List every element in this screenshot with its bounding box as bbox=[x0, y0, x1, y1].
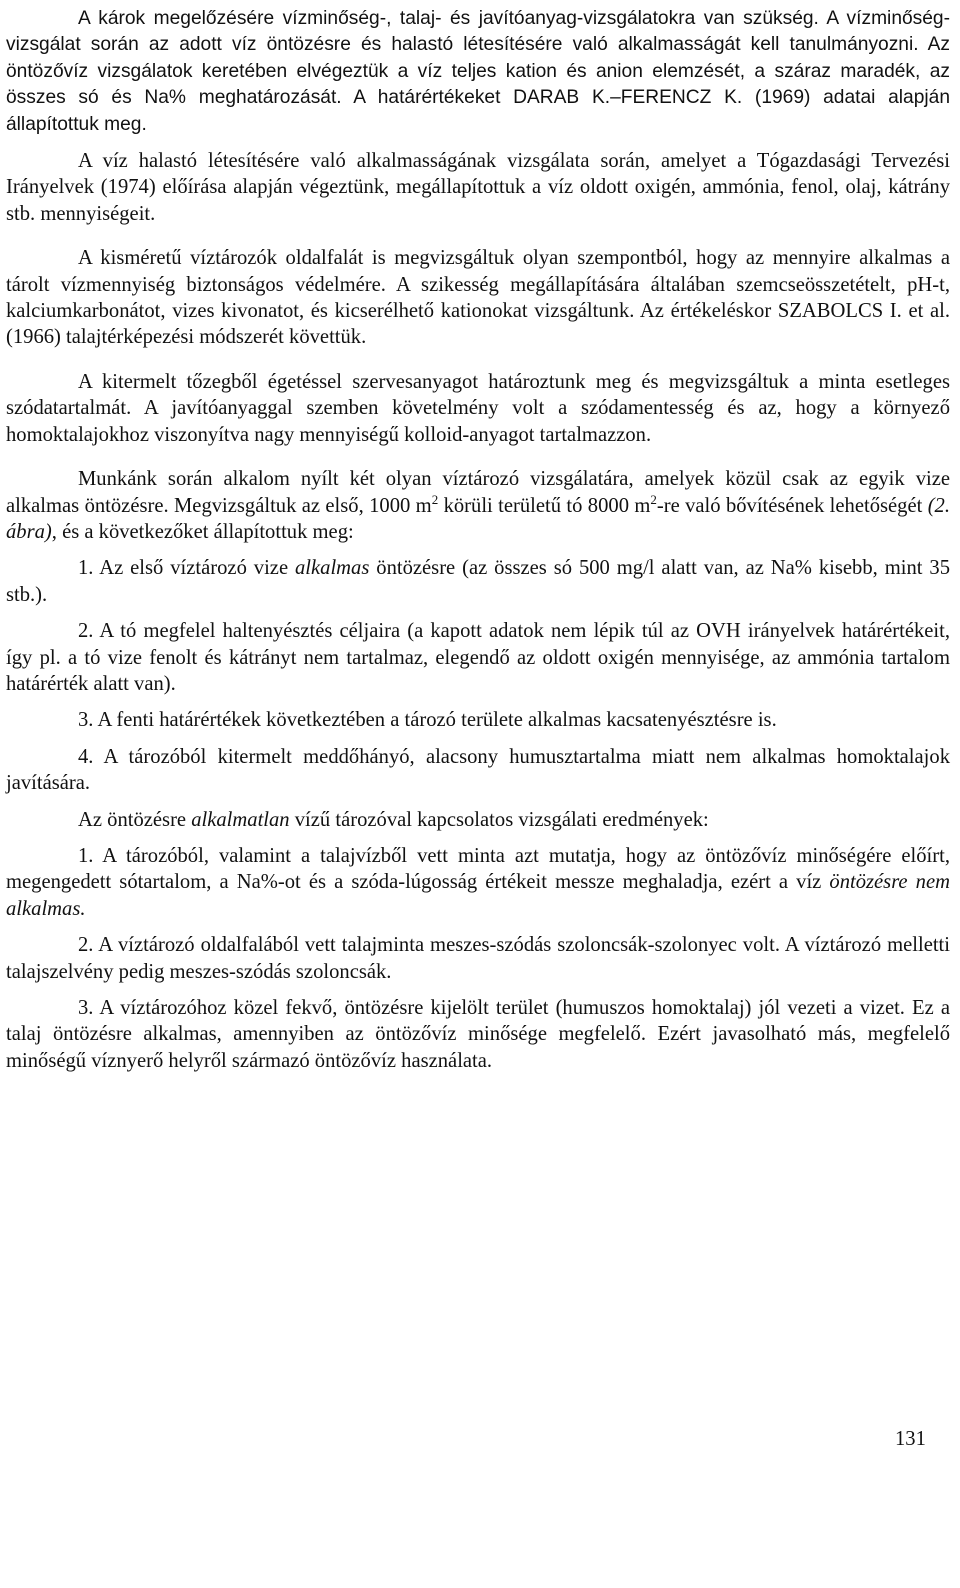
body-text bbox=[6, 6, 950, 1074]
paragraph-two-reservoirs-part-1: Munkánk során alkalom nyílt két olyan víztározó vizsgálatára, amelyek közül csak az egyik vize alkalmas öntözésre. Megvizsgáltuk az első, 1000 m bbox=[6, 468, 950, 517]
unsuitable-intro-part-1: Az öntözésre bbox=[78, 808, 192, 831]
result-2-soil-sample: 2. A víztározó oldalfalából vett talajminta meszes-szódás szoloncsák-szolonyec volt. A víztározó melletti talajszelvény pedig meszes-szódás szoloncsák. bbox=[6, 934, 950, 983]
unsuitable-intro-part-2: vízű tározóval kapcsolatos vizsgálati eredmények: bbox=[289, 808, 709, 831]
paragraph-fishpond-suitability: A víz halastó létesítésére való alkalmasságának vizsgálata során, amelyet a Tógazdasági Tervezési Irányelvek (1974) előírása alapján végeztünk, megállapítottuk a víz oldott oxigén, ammónia, fenol, olaj, kátrány stb. mennyiségeit. bbox=[6, 150, 950, 225]
finding-1-part-2: öntözésre (az összes só 500 mg/l alatt van, az Na% kisebb, mint 35 stb.). bbox=[6, 557, 950, 606]
figure-reference: (2. ábra) bbox=[6, 494, 950, 543]
page-number: 131 bbox=[895, 1428, 926, 1450]
finding-4-spoil-heap: 4. A tározóból kitermelt meddőhányó, alacsony humusztartalma miatt nem alkalmas homoktalajok javítására. bbox=[6, 745, 950, 795]
superscript-square-1: 2 bbox=[431, 491, 439, 507]
paragraph-two-reservoirs-part-2: körüli területű tó 8000 m bbox=[438, 494, 651, 517]
paragraph-two-reservoirs-part-4: , és a következőket állapítottuk meg: bbox=[51, 520, 354, 543]
paragraph-water-quality-tests: A károk megelőzésére vízminőség-, talaj- és javítóanyag-vizsgálatokra van szükség. A vízminőség-vizsgálat során az adott víz öntözésre és halastó létesítésére való alkalmasságát kell tanulmányozni. Az öntözővíz vizsgálatok keretében elvégeztük a víz teljes kation és anion elemzését, a száraz maradék, az összes só és Na% meghatározását. A határértékeket DARAB K.–FERENCZ K. (1969) adatai alapján állapítottuk meg. bbox=[6, 8, 950, 135]
paragraph-two-reservoirs-part-3: -re való bővítésének lehetőségét bbox=[656, 494, 928, 517]
paragraph-two-reservoirs bbox=[6, 466, 950, 545]
finding-1-part-1: 1. Az első víztározó vize bbox=[78, 557, 295, 580]
unsuitable-emphasis: alkalmatlan bbox=[191, 808, 290, 831]
paragraph-reservoir-walls: A kisméretű víztározók oldalfalát is megvizsgáltuk olyan szempontból, hogy az mennyire alkalmas a tárolt vízmennyiség biztonságos védelmére. A szikesség megállapítására általában szemcseösszetételt, pH-t, kalciumkarbonátot, vizes kivonatot, és kicserélhető kationokat vizsgáltunk. Az értékeléskor SZABOLCS I. et al. (1966) talajtérképezési módszerét követtük. bbox=[6, 247, 950, 349]
result-1-text: 1. A tározóból, valamint a talajvízből vett minta azt mutatja, hogy az öntözővíz minőségére előírt, megengedett sótartalom, a Na%-ot és a szóda-lúgosság értékeit messze meghaladja, ezért a víz bbox=[6, 844, 950, 894]
finding-3-duck-farming: 3. A fenti határértékek következtében a tározó területe alkalmas kacsatenyésztésre is. bbox=[78, 709, 777, 732]
finding-1-emphasis: alkalmas bbox=[295, 557, 370, 580]
finding-2-fish-farming: 2. A tó megfelel haltenyésztés céljaira (a kapott adatok nem lépik túl az OVH irányelvek határértékeit, így pl. a tó vize fenolt és kátrányt nem tartalmaz, elegendő az oldott oxigén mennyisége, az ammónia tartalom határérték alatt van). bbox=[6, 620, 950, 695]
paragraph-unsuitable-reservoir bbox=[6, 807, 950, 833]
paragraph-peat-analysis: A kitermelt tőzegből égetéssel szervesanyagot határoztunk meg és megvizsgáltuk a minta esetleges szódatartalmát. A javítóanyaggal szemben követelmény volt a szódamentesség és az, hogy a környező homoktalajokhoz viszonyítva nagy mennyiségű kolloid-anyagot tartalmazzon. bbox=[6, 370, 950, 446]
result-3-irrigation-area: 3. A víztározóhoz közel fekvő, öntözésre kijelölt terület (humuszos homoktalaj) jól vezeti a vizet. Ez a talaj öntözésre alkalmas, amennyiben az öntözővíz minősége megfelelő. Ezért javasolható más, megfelelő minőségű víznyerő helyről származó öntözővíz használata. bbox=[6, 997, 950, 1072]
result-1-emphasis: öntözésre nem alkalmas. bbox=[6, 871, 950, 920]
superscript-square-2: 2 bbox=[650, 491, 657, 507]
finding-1-irrigation-suitable bbox=[6, 555, 950, 608]
result-1-water-sample bbox=[6, 843, 950, 922]
